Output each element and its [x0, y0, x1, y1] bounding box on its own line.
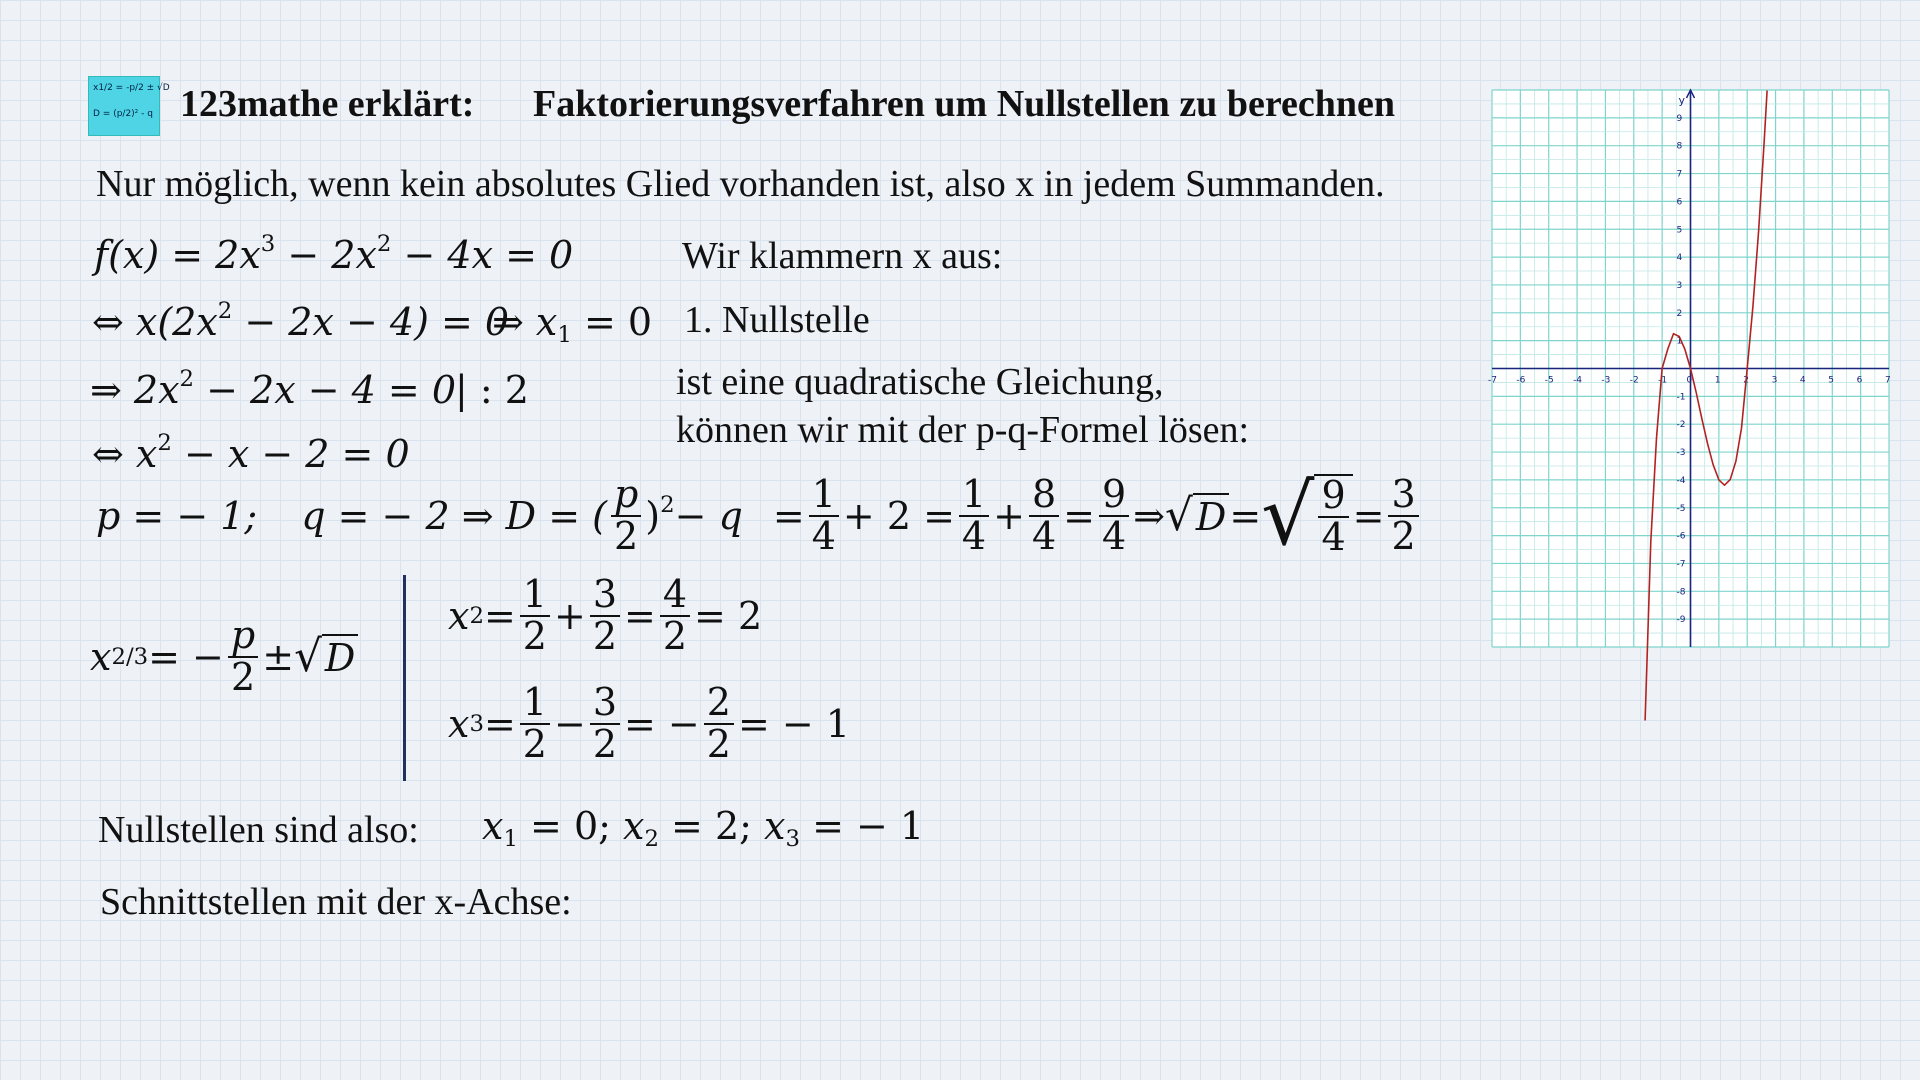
- x-tick-label: 4: [1799, 375, 1806, 386]
- page-title: Faktorierungsverfahren um Nullstellen zu berechnen: [533, 83, 1395, 125]
- x3-frac-b: $\frac{3}{2}$: [590, 683, 620, 765]
- y-tick-label: 9: [1676, 113, 1683, 124]
- formula-eq: = −: [148, 634, 224, 679]
- summary-x1: x: [482, 804, 504, 848]
- y-tick-label: -5: [1676, 503, 1686, 514]
- eq1-lhs: f(x) = 2x: [94, 233, 261, 277]
- eq2-exp: 2: [217, 297, 233, 324]
- x-tick-label: -2: [1629, 375, 1639, 386]
- summary-s1: 1: [503, 825, 518, 852]
- eq5-root-eq: =: [1229, 493, 1262, 538]
- equation-x3: x 3 = $\frac{1}{2}$ − $\frac{3}{2}$ = − $\frac{2}{2}$ = − 1: [448, 680, 850, 766]
- eq5-p: p = − 1;: [96, 493, 258, 538]
- eq1-exp1: 3: [260, 230, 276, 257]
- summary-x2: x: [623, 804, 645, 848]
- eq5-frac-3-2: $\frac{3}{2}$: [1388, 475, 1418, 557]
- y-tick-label: -4: [1676, 475, 1686, 486]
- eq5-plus2: + 2 =: [842, 493, 955, 538]
- x-tick-label: -7: [1488, 375, 1497, 386]
- brand-label: 123mathe erklärt:: [180, 83, 475, 125]
- eq2-pre: ⇔ x(2x: [92, 300, 218, 344]
- x3-eq2: = −: [624, 701, 700, 746]
- y-tick-label: 6: [1676, 197, 1683, 208]
- eq5-frac-1-4a: $\frac{1}{4}$: [809, 475, 839, 557]
- equation-x1-result: [492, 300, 653, 348]
- summary-label: Nullstellen sind also:: [98, 809, 419, 851]
- eq5-root-D: D: [1193, 493, 1229, 539]
- x-tick-label: 6: [1856, 375, 1863, 386]
- x3-var: x: [448, 701, 470, 746]
- formula-sqrt-symbol: √: [294, 631, 322, 683]
- logo-formula-badge: [88, 76, 170, 136]
- intro-text: Nur möglich, wenn kein absolutes Glied vorhanden ist, also x in jedem Summanden.: [96, 163, 1385, 205]
- y-tick-label: 4: [1676, 253, 1683, 264]
- eq2-val: = 0: [571, 300, 653, 344]
- y-tick-label: 8: [1676, 141, 1683, 152]
- formula-pm: ±: [262, 634, 295, 679]
- summary-s2: 2: [644, 825, 659, 852]
- note-klammern: Wir klammern x aus:: [682, 235, 1003, 277]
- formula-x: x: [90, 634, 112, 679]
- x3-result: = − 1: [737, 701, 850, 746]
- eq5-eq: =: [1063, 493, 1095, 538]
- eq5-frac-8-4: $\frac{8}{4}$: [1029, 475, 1059, 557]
- eq5-plus: +: [993, 493, 1025, 538]
- eq5-frac-p-2: [611, 472, 641, 558]
- eq5-root-pre: ⇒: [1133, 493, 1166, 538]
- eq5-sqrt-frac-9-4: $\frac{9}{4}$: [1314, 474, 1352, 558]
- y-tick-label: -1: [1676, 392, 1686, 403]
- x2-eq: =: [483, 593, 516, 638]
- vertical-divider: [403, 575, 406, 781]
- note-quadratic-line2: können wir mit der p-q-Formel lösen:: [676, 409, 1250, 451]
- eq5-frac-den: 2: [614, 513, 639, 558]
- y-tick-label: 7: [1676, 169, 1683, 180]
- x-tick-label: 2: [1743, 375, 1749, 386]
- x-tick-label: -1: [1658, 375, 1668, 386]
- y-tick-label: -7: [1676, 559, 1686, 570]
- x2-eq2: =: [624, 593, 656, 638]
- eq2-post: − 2x − 4) = 0: [232, 300, 510, 344]
- sqrt-symbol: √: [1165, 490, 1193, 542]
- x3-eq: =: [483, 701, 516, 746]
- formula-D: D: [322, 634, 358, 680]
- x-tick-label: 5: [1828, 375, 1835, 386]
- eq3-pre: ⇒ 2x: [90, 368, 180, 412]
- x2-var: x: [448, 593, 470, 638]
- y-tick-label: -2: [1676, 420, 1686, 431]
- eq5-eq2: =: [1352, 493, 1385, 538]
- function-curve: [1645, 91, 1767, 721]
- x2-op: +: [553, 593, 586, 638]
- summary-v2: = 2;: [658, 804, 765, 848]
- eq4-pre: ⇔ x: [92, 432, 158, 476]
- equation-x2: x 2 = $\frac{1}{2}$ + $\frac{3}{2}$ = $\frac{4}{2}$ = 2: [448, 572, 763, 658]
- summary-x3: x: [764, 804, 786, 848]
- eq2-impl: ⇒ x: [492, 300, 558, 344]
- x3-frac-a: $\frac{1}{2}$: [520, 683, 550, 765]
- eq5-tail: − q: [674, 493, 743, 538]
- y-tick-label: 3: [1676, 280, 1683, 291]
- eq2-sub: 1: [557, 321, 572, 348]
- eq5-calc: =: [772, 493, 805, 538]
- eq1-exp2: 2: [376, 230, 392, 257]
- equation-f-of-x: [94, 230, 574, 277]
- x-tick-label: -5: [1544, 375, 1554, 386]
- note-first-root: 1. Nullstelle: [684, 299, 870, 341]
- x-tick-label: -4: [1573, 375, 1583, 386]
- y-tick-label: 1: [1676, 336, 1683, 347]
- eq5-close: )$^2$: [645, 491, 675, 538]
- eq3-exp: 2: [179, 365, 195, 392]
- eq5-q: q = − 2 ⇒ D = (: [301, 493, 607, 538]
- summary-roots: [482, 804, 925, 852]
- eq5-frac-1-4b: $\frac{1}{4}$: [959, 475, 989, 557]
- x-tick-label: 1: [1714, 375, 1721, 386]
- equation-quadratic: [90, 365, 457, 412]
- equation-normalized: [92, 429, 410, 476]
- logo-text-line1: x1/2 = -p/2 ± √D: [93, 83, 170, 93]
- eq3-post: − 2x − 4 = 0: [194, 368, 457, 412]
- function-graph[interactable]: [1488, 90, 1891, 647]
- y-tick-label: 5: [1676, 225, 1683, 236]
- y-tick-label: -8: [1676, 587, 1686, 598]
- x2-frac-b: $\frac{3}{2}$: [590, 575, 620, 657]
- formula-frac-p-2: $\frac{p}{2}$: [228, 616, 258, 698]
- x2-frac-a: $\frac{1}{2}$: [520, 575, 550, 657]
- x-tick-label: -3: [1601, 375, 1611, 386]
- logo-text-line2: D = (p/2)² - q: [93, 109, 153, 119]
- y-axis-label: y: [1678, 94, 1686, 107]
- eq5-frac-9-4: $\frac{9}{4}$: [1099, 475, 1129, 557]
- y-tick-label: -6: [1676, 531, 1686, 542]
- big-sqrt-symbol: √: [1261, 466, 1315, 565]
- function-graph-svg: [1488, 90, 1891, 647]
- equation-discriminant: [96, 466, 1423, 565]
- x3-op: −: [553, 701, 586, 746]
- eq1-rhs: − 4x = 0: [391, 233, 574, 277]
- x-tick-label: 3: [1771, 375, 1778, 386]
- eq5-exp: 2: [660, 491, 675, 518]
- x-tick-label: -6: [1516, 375, 1526, 386]
- summary-v1: = 0;: [517, 804, 624, 848]
- eq4-post: − x − 2 = 0: [171, 432, 410, 476]
- summary-s3: 3: [785, 825, 800, 852]
- x3-frac-c: $\frac{2}{2}$: [704, 683, 734, 765]
- x-tick-label: 0: [1686, 375, 1693, 386]
- note-quadratic-line1: ist eine quadratische Gleichung,: [676, 361, 1164, 403]
- x2-frac-c: $\frac{4}{2}$: [660, 575, 690, 657]
- pq-formula: x 2/3 = − $\frac{p}{2}$ ± √ D: [90, 616, 358, 698]
- schnitt-label: Schnittstellen mit der x-Achse:: [100, 881, 572, 923]
- equation-divide: | : 2: [455, 368, 529, 412]
- x-tick-label: 7: [1885, 375, 1891, 386]
- eq1-mid: − 2x: [275, 233, 377, 277]
- equation-factored: [92, 297, 510, 344]
- summary-v3: = − 1: [799, 804, 925, 848]
- eq4-exp: 2: [157, 429, 172, 456]
- y-tick-label: -3: [1676, 448, 1686, 459]
- y-tick-label: -9: [1676, 615, 1686, 626]
- eq5-frac-num: p: [613, 472, 639, 516]
- y-tick-label: 2: [1676, 308, 1683, 319]
- x2-result: = 2: [694, 593, 763, 638]
